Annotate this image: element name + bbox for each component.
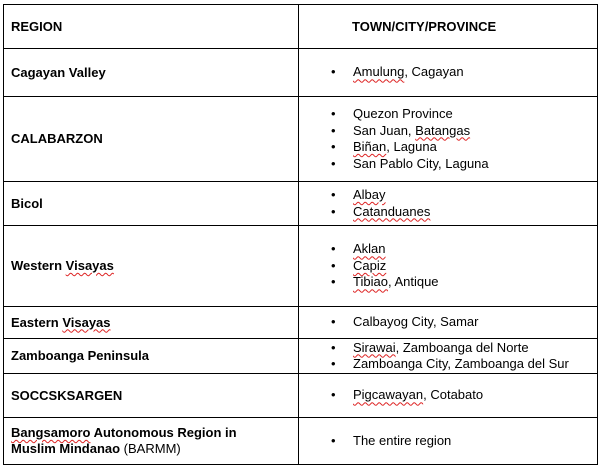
town-cell [299, 418, 598, 465]
table-row [4, 339, 598, 374]
town-list [299, 387, 597, 404]
town-name: Catanduanes [353, 203, 431, 219]
region-name [4, 425, 298, 457]
region-name: Cagayan Valley [11, 64, 106, 80]
town-province: , Laguna [386, 139, 437, 154]
town-list [299, 106, 597, 172]
town-item [299, 204, 597, 221]
town-name: Zamboanga City, Zamboanga del Sur [353, 356, 569, 371]
table-row [4, 307, 598, 339]
town-cell [299, 339, 598, 374]
town-item [299, 356, 597, 373]
town-item [299, 64, 597, 81]
header-region-cell [4, 5, 299, 49]
town-list [299, 433, 597, 450]
town-item [299, 106, 597, 123]
town-name: San Juan, [353, 122, 416, 138]
town-list [299, 64, 597, 81]
region-name-part: Eastern [11, 314, 63, 330]
town-name: Albay [353, 187, 386, 202]
town-name: Biñan [353, 139, 387, 154]
town-name: Pigcawayan [353, 387, 424, 403]
town-province: , Antique [387, 274, 439, 290]
region-name [4, 258, 298, 274]
town-name: Calbayog City, Samar [353, 314, 479, 330]
region-cell [4, 49, 299, 97]
town-list [299, 241, 597, 291]
town-name: The entire region [353, 432, 452, 448]
region-cell [4, 182, 299, 226]
town-name: Quezon Province [353, 106, 453, 121]
town-cell [299, 49, 598, 97]
region-name-part: Autonomous Region in [90, 425, 237, 440]
region-name: CALABARZON [11, 131, 103, 146]
table-row [4, 374, 598, 418]
town-item [299, 156, 597, 173]
region-name-part: Visayas [65, 258, 114, 273]
table-row [4, 226, 598, 307]
region-cell [4, 226, 299, 307]
region-name-part: Visayas [62, 314, 111, 330]
header-town: TOWN/CITY/PROVINCE [352, 19, 497, 34]
town-province: , Zamboanga del Norte [395, 339, 529, 355]
town-cell [299, 97, 598, 182]
town-item [299, 241, 597, 258]
town-list [299, 187, 597, 220]
town-name: Capiz [353, 257, 387, 273]
region-cell [4, 374, 299, 418]
town-item [299, 314, 597, 331]
table-row [4, 182, 598, 226]
region-name-part: Muslim Mindanao [11, 441, 121, 456]
header-town-cell [299, 5, 598, 49]
table-row [4, 97, 598, 182]
town-name: Tibiao [353, 274, 388, 290]
region-cell [4, 307, 299, 339]
town-item [299, 274, 597, 291]
town-item [299, 139, 597, 156]
town-province: , Cagayan [404, 64, 464, 80]
town-cell [299, 307, 598, 339]
town-name: Aklan [353, 241, 386, 257]
header-region: REGION [11, 19, 63, 34]
town-province: , Cotabato [423, 387, 484, 403]
town-name: Sirawai [353, 339, 396, 355]
town-item [299, 123, 597, 140]
town-cell [299, 182, 598, 226]
town-cell [299, 226, 598, 307]
region-cell [4, 339, 299, 374]
town-cell [299, 374, 598, 418]
town-item [299, 258, 597, 275]
town-item [299, 340, 597, 357]
region-abbreviation: (BARMM) [120, 441, 181, 456]
town-list [299, 340, 597, 373]
region-cell [4, 97, 299, 182]
regions-table [3, 4, 598, 465]
town-province: Batangas [415, 122, 471, 138]
header-row [4, 5, 598, 49]
town-item [299, 433, 597, 450]
region-name-part: Western [11, 258, 66, 273]
region-cell [4, 418, 299, 465]
table-row [4, 49, 598, 97]
region-name [4, 315, 298, 331]
table-row [4, 418, 598, 465]
region-name: SOCCSKSARGEN [11, 387, 123, 403]
town-item [299, 187, 597, 204]
region-name: Zamboanga Peninsula [11, 348, 149, 363]
town-item [299, 387, 597, 404]
region-name: Bicol [11, 195, 43, 211]
town-name: San Pablo City, Laguna [353, 155, 489, 171]
region-name-part: Bangsamoro [11, 425, 91, 440]
town-name: Amulung [353, 64, 405, 80]
town-list [299, 314, 597, 331]
